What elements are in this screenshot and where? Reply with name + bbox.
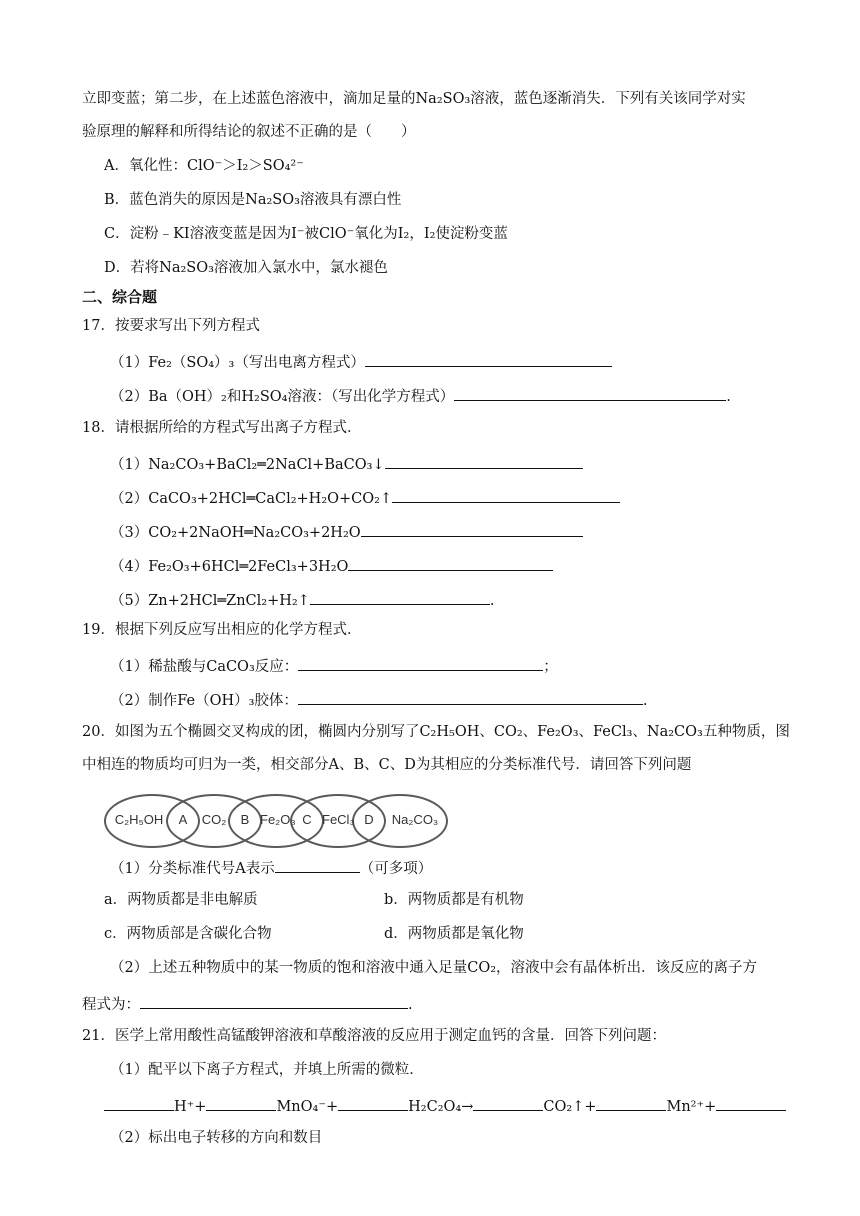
option-b: B．蓝色消失的原因是Na₂SO₃溶液具有漂白性	[104, 192, 402, 208]
q17-part1	[110, 350, 612, 370]
q21-part1: （1）配平以下离子方程式，并填上所需的微粒．	[110, 1062, 424, 1078]
q20-choice-row-1	[104, 890, 524, 910]
eq-blank-6[interactable]	[716, 1094, 786, 1111]
q20-part1-text: （1）分类标准代号A表示	[110, 861, 275, 877]
q18-part1-text: （1）Na₂CO₃+BaCl₂═2NaCl+BaCO₃↓	[110, 457, 385, 473]
q17-part2-text: （2）Ba（OH）₂和H₂SO₄溶液：（写出化学方程式）	[110, 389, 455, 405]
q18-part2-blank[interactable]	[392, 486, 620, 503]
eq-term-2: MnO₄⁻+	[276, 1099, 339, 1115]
q20-part2-blank[interactable]	[140, 992, 408, 1009]
q18-part3-text: （3）CO₂+2NaOH═Na₂CO₃+2H₂O	[110, 525, 361, 541]
q19-stem: 19．根据下列反应写出相应的化学方程式．	[82, 622, 362, 638]
q17-part2	[110, 384, 731, 404]
eq-blank-1[interactable]	[104, 1094, 174, 1111]
q17-part2-blank[interactable]	[454, 384, 726, 401]
q19-part1-blank[interactable]	[298, 654, 543, 671]
q20-part1	[110, 856, 432, 876]
choice-b: b．两物质都是有机物	[384, 892, 524, 908]
choice-d: d．两物质都是氧化物	[384, 926, 524, 942]
eq-blank-2[interactable]	[206, 1094, 276, 1111]
q19-part1-end: ；	[543, 659, 558, 675]
q18-part1-blank[interactable]	[385, 452, 583, 469]
q18-part1	[110, 452, 583, 472]
code-d: D	[364, 812, 374, 827]
eq-term-4: CO₂↑+	[543, 1099, 597, 1115]
q17-stem: 17．按要求写出下列方程式	[82, 318, 260, 334]
substance-1: C₂H₅OH	[114, 812, 164, 827]
substance-5: Na₂CO₃	[391, 812, 439, 827]
q20-part2-text: 程式为：	[82, 997, 140, 1013]
q21-stem: 21．医学上常用酸性高锰酸钾溶液和草酸溶液的反应用于测定血钙的含量．回答下列问题：	[82, 1028, 666, 1044]
q19-part1-text: （1）稀盐酸与CaCO₃反应：	[110, 659, 299, 675]
code-c: C	[302, 812, 312, 827]
eq-blank-3[interactable]	[338, 1094, 408, 1111]
q18-part2-text: （2）CaCO₃+2HCl═CaCl₂+H₂O+CO₂↑	[110, 491, 393, 507]
q18-part3-blank[interactable]	[361, 520, 583, 537]
q20-part2-end: .	[408, 997, 413, 1013]
intro-line-1: 立即变蓝；第二步，在上述蓝色溶液中，滴加足量的Na₂SO₃溶液，蓝色逐渐消失．下列有关该同学对实	[82, 91, 746, 107]
option-a: A．氧化性：ClO⁻＞I₂＞SO₄²⁻	[104, 158, 304, 174]
q19-part1	[110, 654, 558, 674]
q20-part1-tail: （可多项）	[359, 861, 433, 877]
q20-stem-line-1: 20．如图为五个椭圆交叉构成的团，椭圆内分别写了C₂H₅OH、CO₂、Fe₂O₃、FeCl₃、Na₂CO₃五种物质，图	[82, 724, 790, 740]
eq-blank-4[interactable]	[473, 1094, 543, 1111]
eq-term-3: H₂C₂O₄→	[408, 1099, 474, 1115]
option-d: D．若将Na₂SO₃溶液加入氯水中，氯水褪色	[104, 260, 388, 276]
eq-term-1: H⁺+	[174, 1099, 207, 1115]
q18-part5-blank[interactable]	[310, 588, 490, 605]
q20-part2-line-2	[82, 992, 413, 1012]
q18-part2	[110, 486, 620, 506]
eq-term-5: Mn²⁺+	[666, 1099, 717, 1115]
q18-part4-text: （4）Fe₂O₃+6HCl═2FeCl₃+3H₂O	[110, 559, 349, 575]
q20-part1-blank[interactable]	[275, 856, 360, 873]
q19-part2-end: .	[642, 693, 648, 709]
substance-4: FeCl₃	[322, 812, 355, 827]
substance-2: CO₂	[201, 812, 227, 827]
substance-3: Fe₂O₃	[260, 812, 296, 827]
q19-part2-text: （2）制作Fe（OH）₃胶体：	[110, 693, 298, 709]
ellipse-diagram	[104, 790, 448, 852]
q20-part2-line-1: （2）上述五种物质中的某一物质的饱和溶液中通入足量CO₂，溶液中会有晶体析出．该反应的离子方	[110, 960, 758, 976]
q18-part5	[110, 588, 494, 608]
q18-part4	[110, 554, 553, 574]
q18-stem: 18．请根据所给的方程式写出离子方程式．	[82, 420, 362, 436]
code-a: A	[178, 812, 188, 827]
eq-blank-5[interactable]	[596, 1094, 666, 1111]
q19-part2-blank[interactable]	[298, 688, 643, 705]
section-title: 二、综合题	[82, 288, 158, 306]
code-b: B	[240, 812, 250, 827]
q20-choice-row-2	[104, 924, 524, 944]
q17-part1-text: （1）Fe₂（SO₄）₃（写出电离方程式）	[110, 355, 365, 371]
q18-part4-blank[interactable]	[348, 554, 553, 571]
q18-part5-end: .	[489, 593, 495, 609]
choice-c: c．两物质部是含碳化合物	[104, 926, 272, 942]
q20-stem-line-2: 中相连的物质均可归为一类，相交部分A、B、C、D为其相应的分类标准代号．请回答下列问题	[82, 757, 692, 773]
q21-part2: （2）标出电子转移的方向和数目	[110, 1130, 323, 1146]
intro-line-2: 验原理的解释和所得结论的叙述不正确的是（ ）	[82, 124, 416, 140]
q17-part2-end: .	[726, 389, 731, 405]
choice-a: a．两物质都是非电解质	[104, 892, 258, 908]
option-c: C．淀粉﹣KI溶液变蓝是因为I⁻被ClO⁻氧化为I₂，I₂使淀粉变蓝	[104, 226, 508, 242]
q21-equation	[104, 1094, 786, 1114]
q18-part5-text: （5）Zn+2HCl═ZnCl₂+H₂↑	[110, 593, 310, 609]
q17-part1-blank[interactable]	[365, 350, 612, 367]
q18-part3	[110, 520, 583, 540]
q19-part2	[110, 688, 648, 708]
